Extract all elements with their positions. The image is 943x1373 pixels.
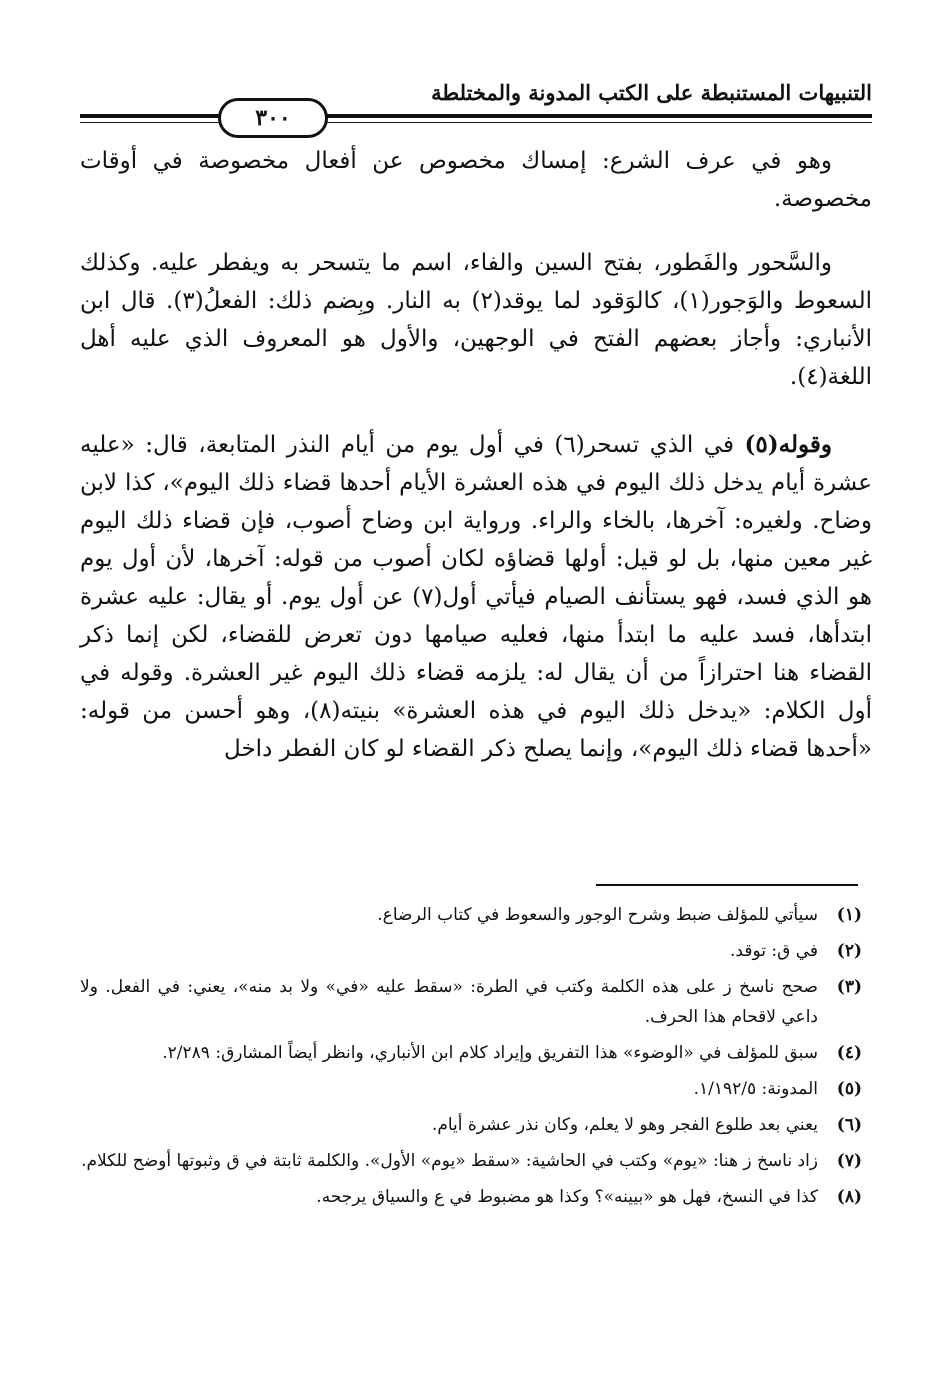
paragraph-3 [80, 426, 872, 768]
footnote [80, 1074, 862, 1104]
footnotes [80, 900, 862, 1218]
footnote [80, 1110, 862, 1140]
footnote [80, 1038, 862, 1068]
footnote [80, 900, 862, 930]
page-header [80, 72, 872, 132]
running-title: التنبيهات المستنبطة على الكتب المدونة والمختلطة [431, 80, 872, 105]
footnote-divider [596, 884, 858, 886]
footnote-text: سبق للمؤلف في «الوضوء» هذا التفريق وإيراد كلام ابن الأنباري، وانظر أيضاً المشارق: ٢/٢٨٩. [162, 1043, 818, 1063]
header-rule-thin [80, 122, 872, 123]
header-rule-thick [80, 114, 872, 118]
paragraph-3-text: في الذي تسحر(٦) في أول يوم من أيام النذر المتابعة، قال: «عليه عشرة أيام يدخل ذلك اليوم في هذه العشرة الأيام أحدها قضاء ذلك اليوم»، كذا لابن وضاح. ولغيره: آخرها، بالخاء والراء. ورواية ابن وضاح أصوب، فإن قضاء ذلك اليوم غير معين منها، بل لو قيل: أولها قضاؤه لكان أصوب من قوله: آخرها، لأن أول يوم هو الذي فسد، فهو يستأنف الصيام فيأتي أول(٧) عن أول يوم. أو يقال: عليه عشرة ابتدأها، فسد عليه ما ابتدأ منها، فعليه صيامها دون تعرض للقضاء، لكن إنما ذكر القضاء هنا احترازاً من أن يقال له: يلزمه قضاء ذلك اليوم غير العشرة. وقوله في أول الكلام: «يدخل ذلك اليوم في هذه العشرة» بنيته(٨)، وهو أحسن من قوله: «أحدها قضاء ذلك اليوم»، وإنما يصلح ذكر القضاء لو كان الفطر داخل [80, 432, 872, 762]
footnote-number: (٣) [836, 977, 862, 997]
footnote-number: (٢) [836, 941, 862, 961]
paragraph-2: والسَّحور والفَطور، بفتح السين والفاء، اسم ما يتسحر به ويفطر عليه. وكذلك السعوط والوَجور(١)، كالوَقود لما يوقد(٢) به النار. وبِضم ذلك: الفعلُ(٣). قال ابن الأنباري: وأجاز بعضهم الفتح في الوجهين، والأول هو المعروف الذي عليه أهل اللغة(٤). [80, 250, 872, 390]
page-number: ٣٠٠ [218, 98, 328, 138]
footnote-text: سيأتي للمؤلف ضبط وشرح الوجور والسعوط في كتاب الرضاع. [377, 905, 818, 925]
paragraph-1: وهو في عرف الشرع: إمساك مخصوص عن أفعال مخصوصة في أوقات مخصوصة. [80, 148, 872, 212]
footnote [80, 936, 862, 966]
footnote [80, 1146, 862, 1176]
footnote-text: زاد ناسخ ز هنا: «يوم» وكتب في الحاشية: «سقط «يوم» الأول». والكلمة ثابتة في ق وثبوتها أوضح للكلام. [81, 1151, 818, 1171]
footnote-text: صحح ناسخ ز على هذه الكلمة وكتب في الطرة: «سقط عليه «في» ولا بد منه»، يعني: في الفعل. ولا داعي لاقحام هذا الحرف. [80, 977, 818, 1027]
footnote [80, 1182, 862, 1212]
footnote-number: (٧) [836, 1151, 862, 1171]
main-text [80, 142, 872, 798]
footnote-text: المدونة: ١/١٩٢/٥. [693, 1079, 818, 1099]
footnote-number: (٤) [836, 1043, 862, 1063]
footnote-number: (٥) [836, 1079, 862, 1099]
footnote-text: في ق: توقد. [730, 941, 818, 961]
footnote-text: يعني بعد طلوع الفجر وهو لا يعلم، وكان نذر عشرة أيام. [431, 1115, 818, 1135]
paragraph-3-lead: وقوله(٥) [744, 431, 832, 458]
footnote-number: (٨) [836, 1187, 862, 1207]
footnote-text: كذا في النسخ، فهل هو «بيينه»؟ وكذا هو مضبوط في ع والسياق يرجحه. [316, 1187, 818, 1207]
footnote [80, 972, 862, 1032]
footnote-number: (١) [836, 905, 862, 925]
footnote-number: (٦) [836, 1115, 862, 1135]
